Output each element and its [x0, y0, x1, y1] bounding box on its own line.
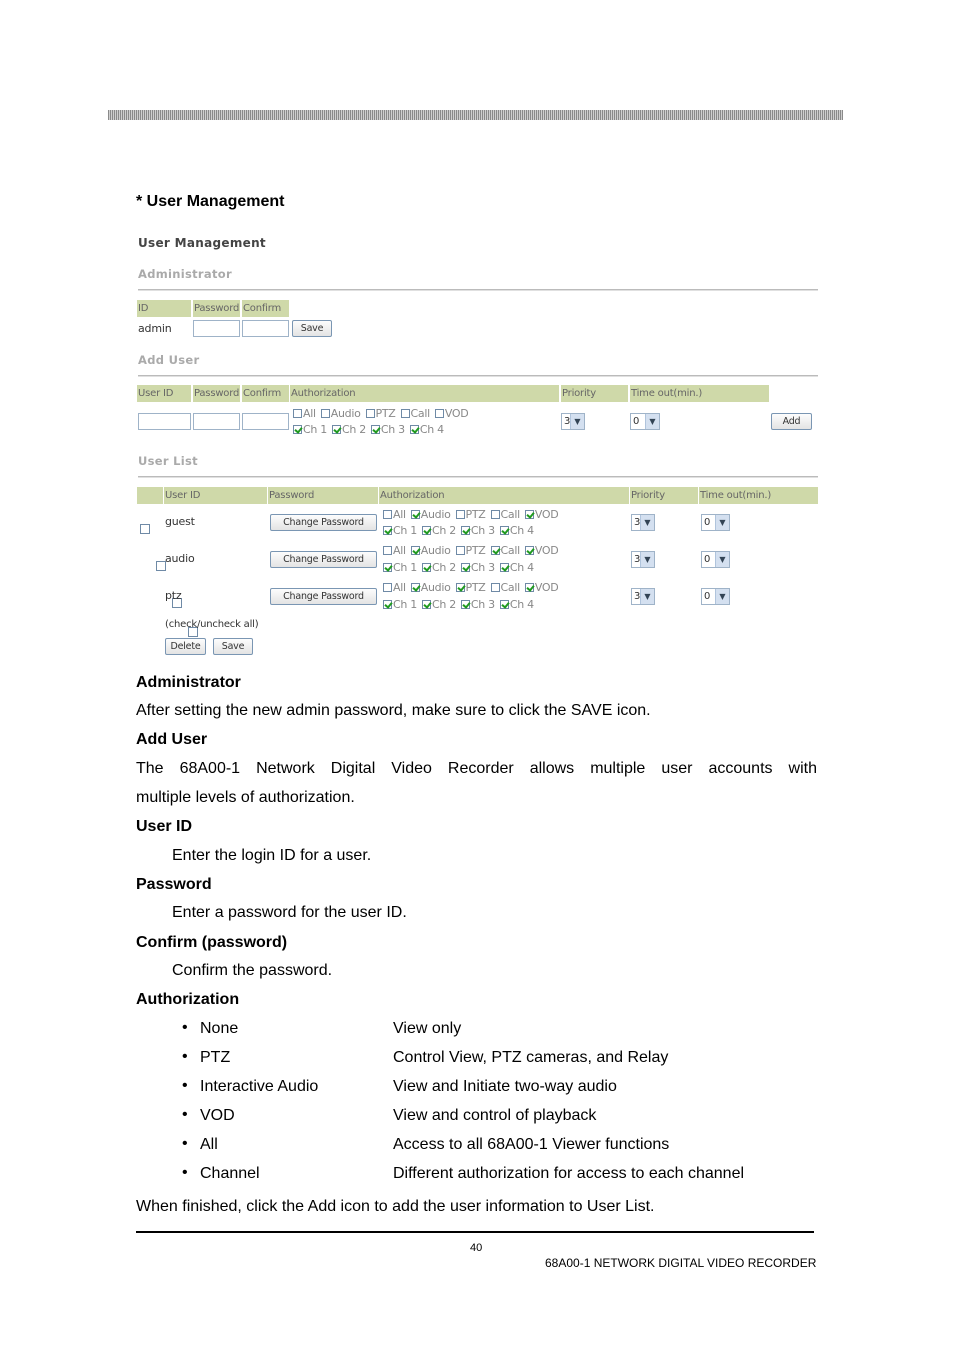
- select-value: 0: [704, 517, 711, 528]
- chevron-down-icon: ▼: [640, 515, 654, 530]
- priority-select[interactable]: [631, 551, 655, 568]
- new-timeout-select[interactable]: [630, 413, 660, 430]
- chevron-down-icon: ▼: [640, 589, 654, 604]
- add-user-permissions: [293, 407, 473, 420]
- perm-ptz-checkbox[interactable]: [456, 583, 465, 592]
- perm-all-checkbox[interactable]: [383, 510, 392, 519]
- perm-call-checkbox[interactable]: [491, 546, 500, 555]
- perm-label: PTZ: [465, 581, 486, 594]
- perm-label: Call: [500, 508, 520, 521]
- timeout-select[interactable]: [701, 514, 730, 531]
- channel-label: Ch 1: [393, 561, 417, 574]
- check-all-label: (check/uncheck all): [165, 619, 259, 630]
- new-user-id-input[interactable]: [138, 413, 191, 430]
- perm-label: Audio: [420, 581, 451, 594]
- list-item: • PTZ: [182, 1048, 231, 1066]
- perm-ptz-checkbox[interactable]: [456, 510, 465, 519]
- ch4-checkbox[interactable]: [500, 526, 509, 535]
- user-channels: [383, 561, 539, 574]
- perm-all-checkbox[interactable]: [383, 583, 392, 592]
- perm-label: VOD: [534, 581, 559, 594]
- ch2-checkbox[interactable]: [422, 600, 431, 609]
- ch3-checkbox[interactable]: [461, 563, 470, 572]
- admin-confirm-input[interactable]: [242, 320, 289, 337]
- password-text: Enter a password for the user ID.: [172, 904, 407, 921]
- perm-vod-checkbox[interactable]: [435, 409, 444, 418]
- new-confirm-input[interactable]: [242, 413, 289, 430]
- user-permissions: [383, 508, 563, 521]
- perm-label: VOD: [444, 407, 469, 420]
- new-password-input[interactable]: [193, 413, 240, 430]
- perm-ptz-checkbox[interactable]: [456, 546, 465, 555]
- select-value: 0: [704, 554, 711, 565]
- user-permissions: [383, 581, 563, 594]
- channel-label: Ch 1: [393, 524, 417, 537]
- ch3-checkbox[interactable]: [461, 600, 470, 609]
- list-item: • None: [182, 1019, 239, 1037]
- auth-desc: Different authorization for access to each channel: [393, 1165, 745, 1182]
- col-header-timeout: Time out(min.): [699, 487, 818, 504]
- chevron-down-icon: ▼: [645, 414, 659, 429]
- divider: [138, 289, 818, 291]
- user-name: audio: [165, 552, 195, 565]
- administrator-text: After setting the new admin password, make sure to click the SAVE icon.: [136, 702, 651, 719]
- ui-title: User Management: [138, 236, 266, 250]
- ch4-checkbox[interactable]: [410, 425, 419, 434]
- ch1-checkbox[interactable]: [383, 600, 392, 609]
- perm-vod-checkbox[interactable]: [525, 510, 534, 519]
- new-priority-select[interactable]: [561, 413, 585, 430]
- ch2-checkbox[interactable]: [422, 563, 431, 572]
- user-row-checkbox[interactable]: [140, 524, 150, 534]
- ch1-checkbox[interactable]: [293, 425, 302, 434]
- header-bar: [108, 110, 843, 120]
- perm-audio-checkbox[interactable]: [411, 583, 420, 592]
- divider: [138, 375, 818, 377]
- confirm-heading: Confirm (password): [136, 934, 288, 951]
- channel-label: Ch 2: [341, 423, 366, 436]
- ch2-checkbox[interactable]: [332, 425, 341, 434]
- perm-call-checkbox[interactable]: [491, 510, 500, 519]
- timeout-select[interactable]: [701, 588, 730, 605]
- auth-desc: Access to all 68A00-1 Viewer functions: [393, 1136, 670, 1153]
- select-value: 3: [564, 416, 571, 427]
- select-value: 3: [634, 591, 641, 602]
- channel-label: Ch 2: [431, 524, 456, 537]
- col-header-authorization: Authorization: [379, 487, 629, 504]
- change-password-button[interactable]: Change Password: [270, 551, 377, 568]
- perm-label: PTZ: [375, 407, 396, 420]
- channel-label: Ch 4: [509, 598, 534, 611]
- list-item: • Channel: [182, 1164, 260, 1182]
- auth-term: Interactive Audio: [200, 1078, 319, 1095]
- col-header-user-id: User ID: [137, 385, 191, 402]
- user-name: ptz: [165, 589, 182, 602]
- col-header-password: Password: [193, 300, 240, 317]
- timeout-select[interactable]: [701, 551, 730, 568]
- add-user-text-line2: multiple levels of authorization.: [136, 789, 355, 806]
- admin-id-value: admin: [138, 322, 172, 335]
- change-password-button[interactable]: Change Password: [270, 514, 377, 531]
- perm-ptz-checkbox[interactable]: [366, 409, 375, 418]
- channel-label: Ch 3: [470, 561, 495, 574]
- perm-label: All: [393, 508, 406, 521]
- col-header-priority: Priority: [630, 487, 698, 504]
- channel-label: Ch 3: [470, 598, 495, 611]
- perm-label: PTZ: [465, 508, 486, 521]
- auth-desc: View only: [393, 1020, 462, 1037]
- ch4-checkbox[interactable]: [500, 563, 509, 572]
- select-value: 3: [634, 517, 641, 528]
- perm-vod-checkbox[interactable]: [525, 583, 534, 592]
- select-value: 0: [633, 416, 640, 427]
- col-header-user-id: User ID: [164, 487, 267, 504]
- channel-label: Ch 4: [509, 561, 534, 574]
- chevron-down-icon: ▼: [640, 552, 654, 567]
- perm-label: Call: [500, 544, 520, 557]
- perm-label: All: [393, 581, 406, 594]
- auth-term: VOD: [200, 1107, 235, 1124]
- auth-term: None: [200, 1020, 239, 1037]
- channel-label: Ch 4: [419, 423, 444, 436]
- add-user-button[interactable]: Add: [771, 413, 812, 430]
- perm-label: VOD: [534, 508, 559, 521]
- authorization-heading: Authorization: [136, 991, 240, 1008]
- perm-label: All: [303, 407, 316, 420]
- perm-vod-checkbox[interactable]: [525, 546, 534, 555]
- col-header-confirm: Confirm: [242, 385, 289, 402]
- list-item: • Interactive Audio: [182, 1077, 319, 1095]
- ch1-checkbox[interactable]: [383, 526, 392, 535]
- list-item: • VOD: [182, 1106, 235, 1124]
- perm-audio-checkbox[interactable]: [321, 409, 330, 418]
- administrator-heading: Administrator: [136, 674, 241, 691]
- divider: [138, 476, 818, 478]
- perm-all-checkbox[interactable]: [293, 409, 302, 418]
- col-header-password: Password: [268, 487, 378, 504]
- perm-call-checkbox[interactable]: [491, 583, 500, 592]
- channel-label: Ch 1: [303, 423, 327, 436]
- perm-all-checkbox[interactable]: [383, 546, 392, 555]
- user-channels: [383, 598, 539, 611]
- ch3-checkbox[interactable]: [371, 425, 380, 434]
- perm-label: Call: [410, 407, 430, 420]
- chevron-down-icon: ▼: [570, 414, 584, 429]
- footer-divider: [136, 1231, 814, 1233]
- password-heading: Password: [136, 876, 212, 893]
- user-id-heading: User ID: [136, 818, 193, 835]
- ch3-checkbox[interactable]: [461, 526, 470, 535]
- channel-label: Ch 2: [431, 561, 456, 574]
- user-list-section-title: User List: [138, 454, 198, 468]
- select-value: 0: [704, 591, 711, 602]
- change-password-button[interactable]: Change Password: [270, 588, 377, 605]
- perm-label: Audio: [330, 407, 361, 420]
- col-header-password: Password: [193, 385, 240, 402]
- chevron-down-icon: ▼: [715, 515, 729, 530]
- col-header-priority: Priority: [561, 385, 628, 402]
- add-user-section-title: Add User: [138, 353, 200, 367]
- perm-label: PTZ: [465, 544, 486, 557]
- add-user-heading: Add User: [136, 731, 208, 748]
- add-user-channels: [293, 423, 449, 436]
- col-header-authorization: Authorization: [290, 385, 559, 402]
- col-header-select: [137, 487, 163, 504]
- col-header-confirm: Confirm: [242, 300, 289, 317]
- perm-label: Audio: [420, 508, 451, 521]
- product-name: 68A00-1 NETWORK DIGITAL VIDEO RECORDER: [545, 1256, 817, 1270]
- add-user-text-line1: The 68A00-1 Network Digital Video Recorder allows multiple user accounts with: [136, 760, 817, 777]
- perm-call-checkbox[interactable]: [401, 409, 410, 418]
- channel-label: Ch 3: [470, 524, 495, 537]
- channel-label: Ch 3: [380, 423, 405, 436]
- user-permissions: [383, 544, 563, 557]
- perm-audio-checkbox[interactable]: [411, 546, 420, 555]
- auth-term: Channel: [200, 1165, 260, 1182]
- perm-label: All: [393, 544, 406, 557]
- page-number: 40: [470, 1242, 483, 1254]
- perm-label: Call: [500, 581, 520, 594]
- user-list-save-button[interactable]: Save: [213, 638, 253, 655]
- priority-select[interactable]: [631, 514, 655, 531]
- user-channels: [383, 524, 539, 537]
- auth-desc: Control View, PTZ cameras, and Relay: [393, 1049, 669, 1066]
- perm-audio-checkbox[interactable]: [411, 510, 420, 519]
- priority-select[interactable]: [631, 588, 655, 605]
- perm-label: VOD: [534, 544, 559, 557]
- auth-desc: View and Initiate two-way audio: [393, 1078, 617, 1095]
- ch4-checkbox[interactable]: [500, 600, 509, 609]
- channel-label: Ch 1: [393, 598, 417, 611]
- admin-password-input[interactable]: [193, 320, 240, 337]
- col-header-id: ID: [137, 300, 191, 317]
- ch2-checkbox[interactable]: [422, 526, 431, 535]
- channel-label: Ch 2: [431, 598, 456, 611]
- select-value: 3: [634, 554, 641, 565]
- confirm-text: Confirm the password.: [172, 962, 333, 979]
- finish-text: When finished, click the Add icon to add the user information to User List.: [136, 1198, 655, 1215]
- perm-label: Audio: [420, 544, 451, 557]
- user-name: guest: [165, 515, 195, 528]
- channel-label: Ch 4: [509, 524, 534, 537]
- col-header-timeout: Time out(min.): [630, 385, 769, 402]
- section-heading: * User Management: [136, 193, 285, 210]
- auth-term: All: [200, 1136, 218, 1153]
- user-id-text: Enter the login ID for a user.: [172, 847, 372, 864]
- admin-save-button[interactable]: Save: [292, 320, 332, 337]
- auth-term: PTZ: [200, 1049, 231, 1066]
- delete-button[interactable]: Delete: [165, 638, 206, 655]
- auth-desc: View and control of playback: [393, 1107, 597, 1124]
- list-item: • All: [182, 1135, 218, 1153]
- chevron-down-icon: ▼: [715, 552, 729, 567]
- chevron-down-icon: ▼: [715, 589, 729, 604]
- administrator-section-title: Administrator: [138, 267, 232, 281]
- ch1-checkbox[interactable]: [383, 563, 392, 572]
